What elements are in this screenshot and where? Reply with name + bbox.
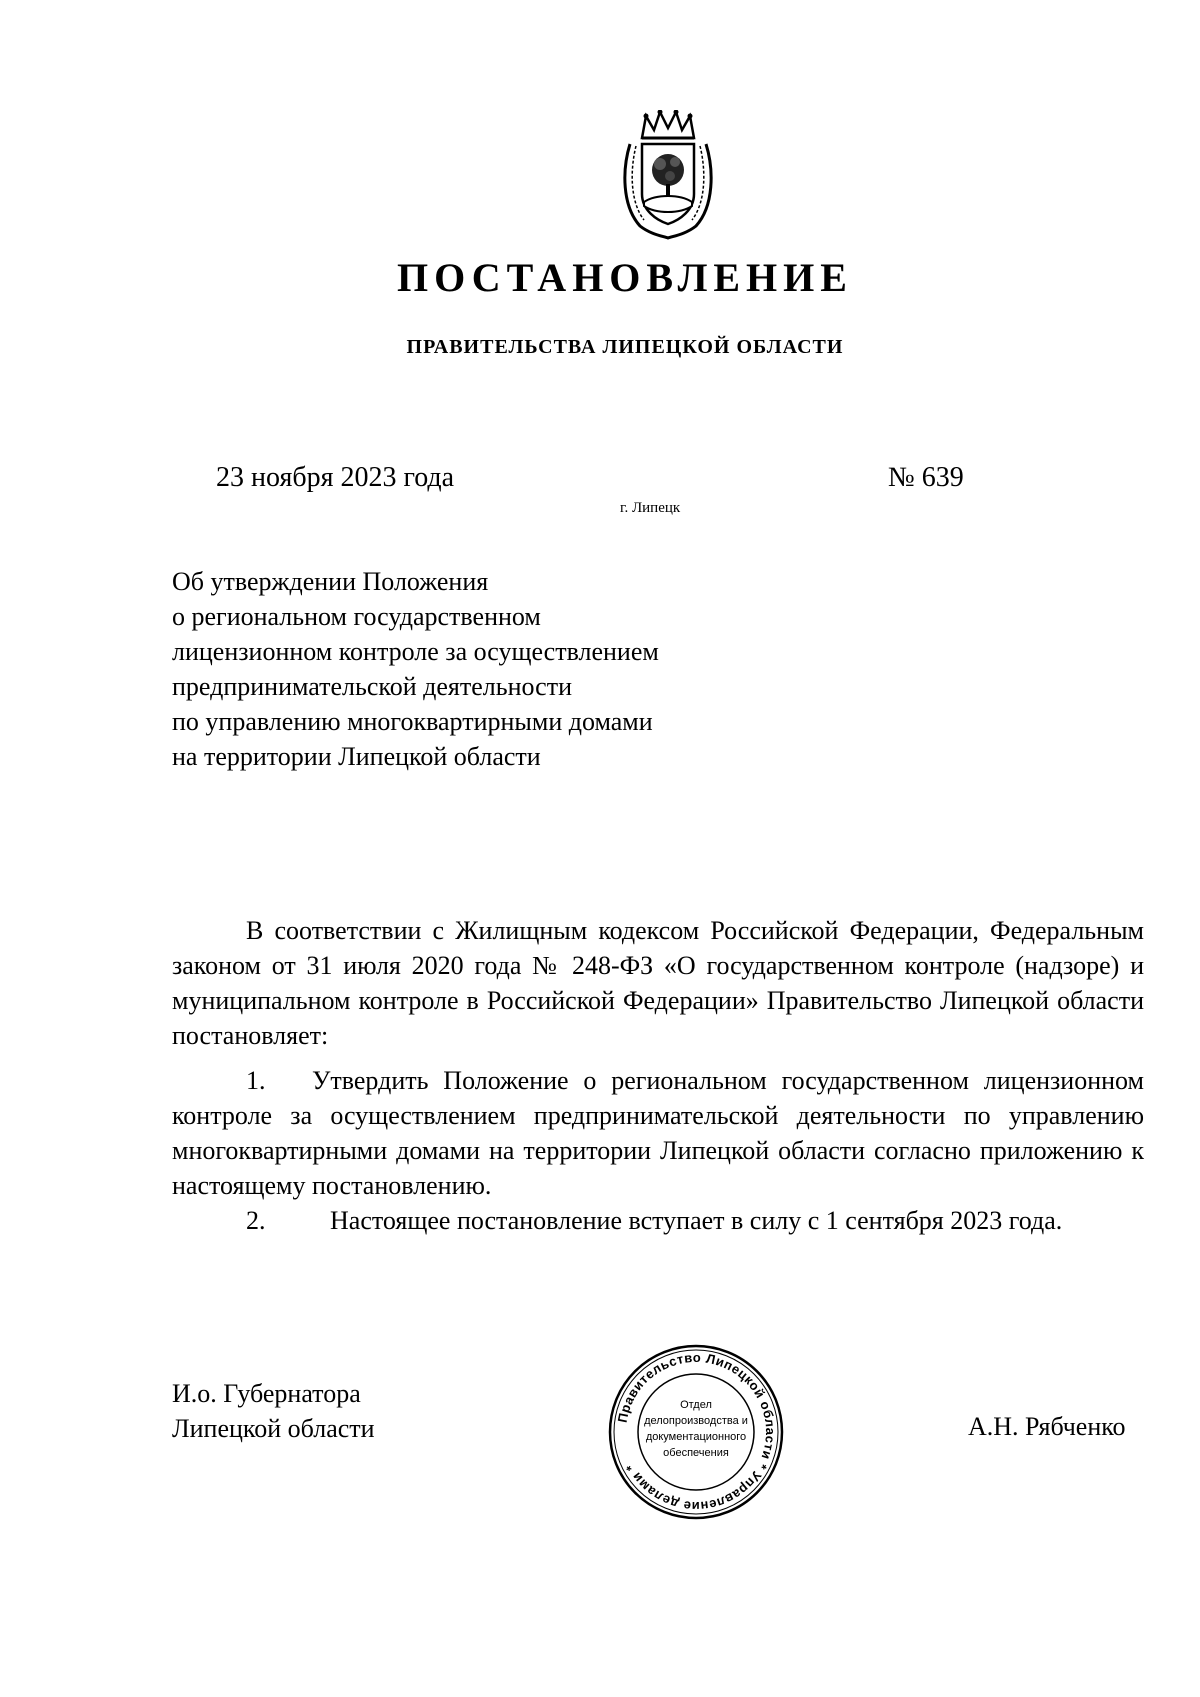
document-body [172, 913, 1144, 1238]
decree-item-1 [172, 1063, 1144, 1203]
stamp-inner-text: делопроизводства и [644, 1415, 748, 1427]
signatory-role-line: Липецкой области [172, 1414, 375, 1443]
document-subject [172, 564, 659, 774]
signatory-name: А.Н. Рябченко [968, 1412, 1126, 1441]
decree-item-2 [172, 1203, 1144, 1238]
item-text: Настоящее постановление вступает в силу с 1 сентября 2023 года. [330, 1206, 1063, 1235]
stamp-inner-text: обеспечения [663, 1447, 729, 1459]
subject-line: лицензионном контроле за осуществлением [172, 637, 659, 666]
stamp-seal-icon [606, 1342, 786, 1522]
signatory-position [172, 1376, 375, 1446]
signatory-role-line: И.о. Губернатора [172, 1379, 361, 1408]
subject-line: Об утверждении Положения [172, 567, 489, 596]
item-number: 2. [246, 1206, 266, 1235]
document-title: ПОСТАНОВЛЕНИЕ [397, 255, 853, 300]
document-number: № 639 [888, 462, 964, 493]
stamp-inner-text: документационного [645, 1431, 747, 1443]
stamp-inner-text: Отдел [680, 1399, 712, 1411]
subject-line: о региональном государственном [172, 602, 541, 631]
subject-line: по управлению многоквартирными домами [172, 707, 653, 736]
document-date: 23 ноября 2023 года [216, 462, 455, 493]
document-issuer: ПРАВИТЕЛЬСТВА ЛИПЕЦКОЙ ОБЛАСТИ [406, 336, 844, 358]
preamble-paragraph: В соответствии с Жилищным кодексом Российской Федерации, Федеральным законом от 31 июля 2020 года № 248-ФЗ «О государственном контроле (надзоре) и муниципальном контроле в Российской Федерации» Правительство Липецкой области постановляет: [172, 916, 1144, 1050]
item-text: Утвердить Положение о региональном государственном лицензионном контроле за осуществлением предпринимательской деятельности по управлению многоквартирными домами на территории Липецкой области согласно приложению к настоящему постановлению. [172, 1066, 1144, 1200]
coat-of-arms-icon [620, 110, 716, 240]
item-number: 1. [246, 1066, 266, 1095]
coat-of-arms-emblem [620, 110, 716, 240]
subject-line: на территории Липецкой области [172, 742, 541, 771]
subject-line: предпринимательской деятельности [172, 672, 572, 701]
stamp-outer-text: Правительство Липецкой области * Управление делами * [614, 1349, 779, 1515]
document-city: г. Липецк [620, 500, 681, 516]
official-stamp [606, 1342, 786, 1522]
